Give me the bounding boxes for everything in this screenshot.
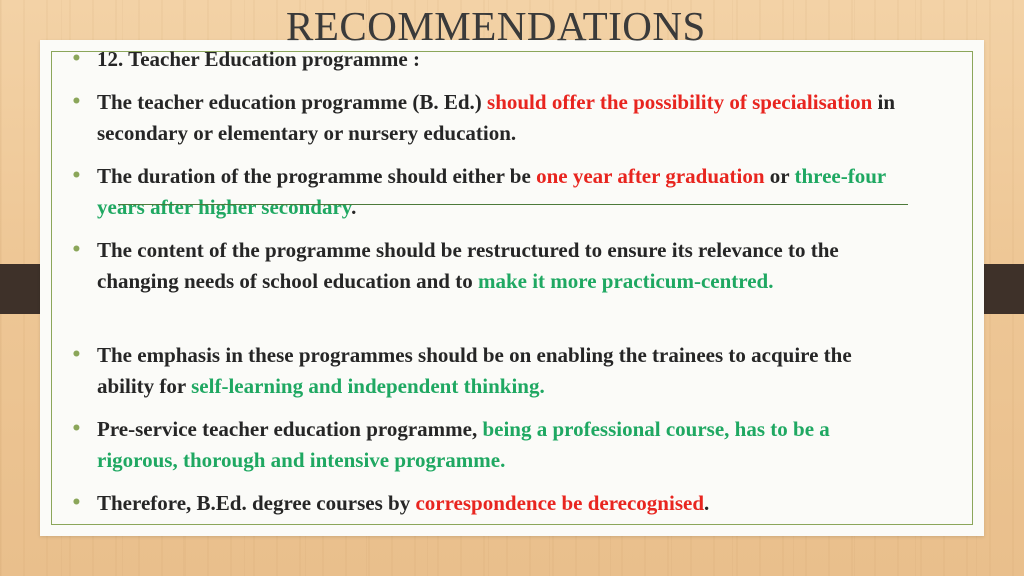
bullet-dot-icon: •	[71, 493, 82, 513]
highlighted-text-green: make it more practicum-centred.	[477, 269, 774, 293]
bullet-dot-icon: •	[71, 240, 82, 260]
highlighted-text-red: one year after graduation	[536, 164, 765, 188]
highlighted-text-green: being a professional course, has to be a rigorous, thorough and intensive programme.	[97, 417, 830, 472]
bullet-item	[71, 87, 912, 149]
highlighted-text-green: three-four years after higher secondary	[97, 164, 886, 219]
bullet-text: The content of the programme should be restructured to ensure its relevance to the changing needs of school education and to	[97, 238, 839, 293]
bullet-item	[71, 414, 912, 476]
overlay-rule-line	[118, 204, 908, 205]
bullet-item	[71, 235, 912, 297]
bullet-item	[71, 340, 912, 402]
highlighted-text-green: self-learning and independent thinking.	[191, 374, 545, 398]
highlighted-text-red: should offer the possibility of specialisation	[487, 90, 873, 114]
bullet-text: Therefore, B.Ed. degree courses by	[97, 491, 416, 515]
bullet-dot-icon: •	[71, 345, 82, 365]
bullet-text: The teacher education programme (B. Ed.)	[97, 90, 488, 114]
bullet-text: 12. Teacher Education programme :	[97, 47, 420, 71]
bullet-dot-icon: •	[71, 166, 82, 186]
highlighted-text-red: correspondence be derecognised	[415, 491, 704, 515]
bullet-item	[71, 161, 912, 223]
bullet-text: .	[351, 195, 357, 219]
bullet-text: The duration of the programme should either be	[97, 164, 537, 188]
bullet-text: or	[764, 164, 795, 188]
bullet-text: The emphasis in these programmes should be on enabling the trainees to acquire the ability for	[97, 343, 852, 398]
bullet-text: .	[704, 491, 710, 515]
bullet-dot-icon: •	[71, 419, 82, 439]
bullet-text: in secondary or elementary or nursery education.	[97, 90, 896, 145]
bullet-item	[71, 488, 912, 519]
slide-title: RECOMMENDATIONS	[286, 3, 706, 49]
bullet-dot-icon: •	[71, 92, 82, 112]
bullet-text: Pre-service teacher education programme,	[97, 417, 483, 441]
bullet-dot-icon: •	[71, 49, 82, 69]
